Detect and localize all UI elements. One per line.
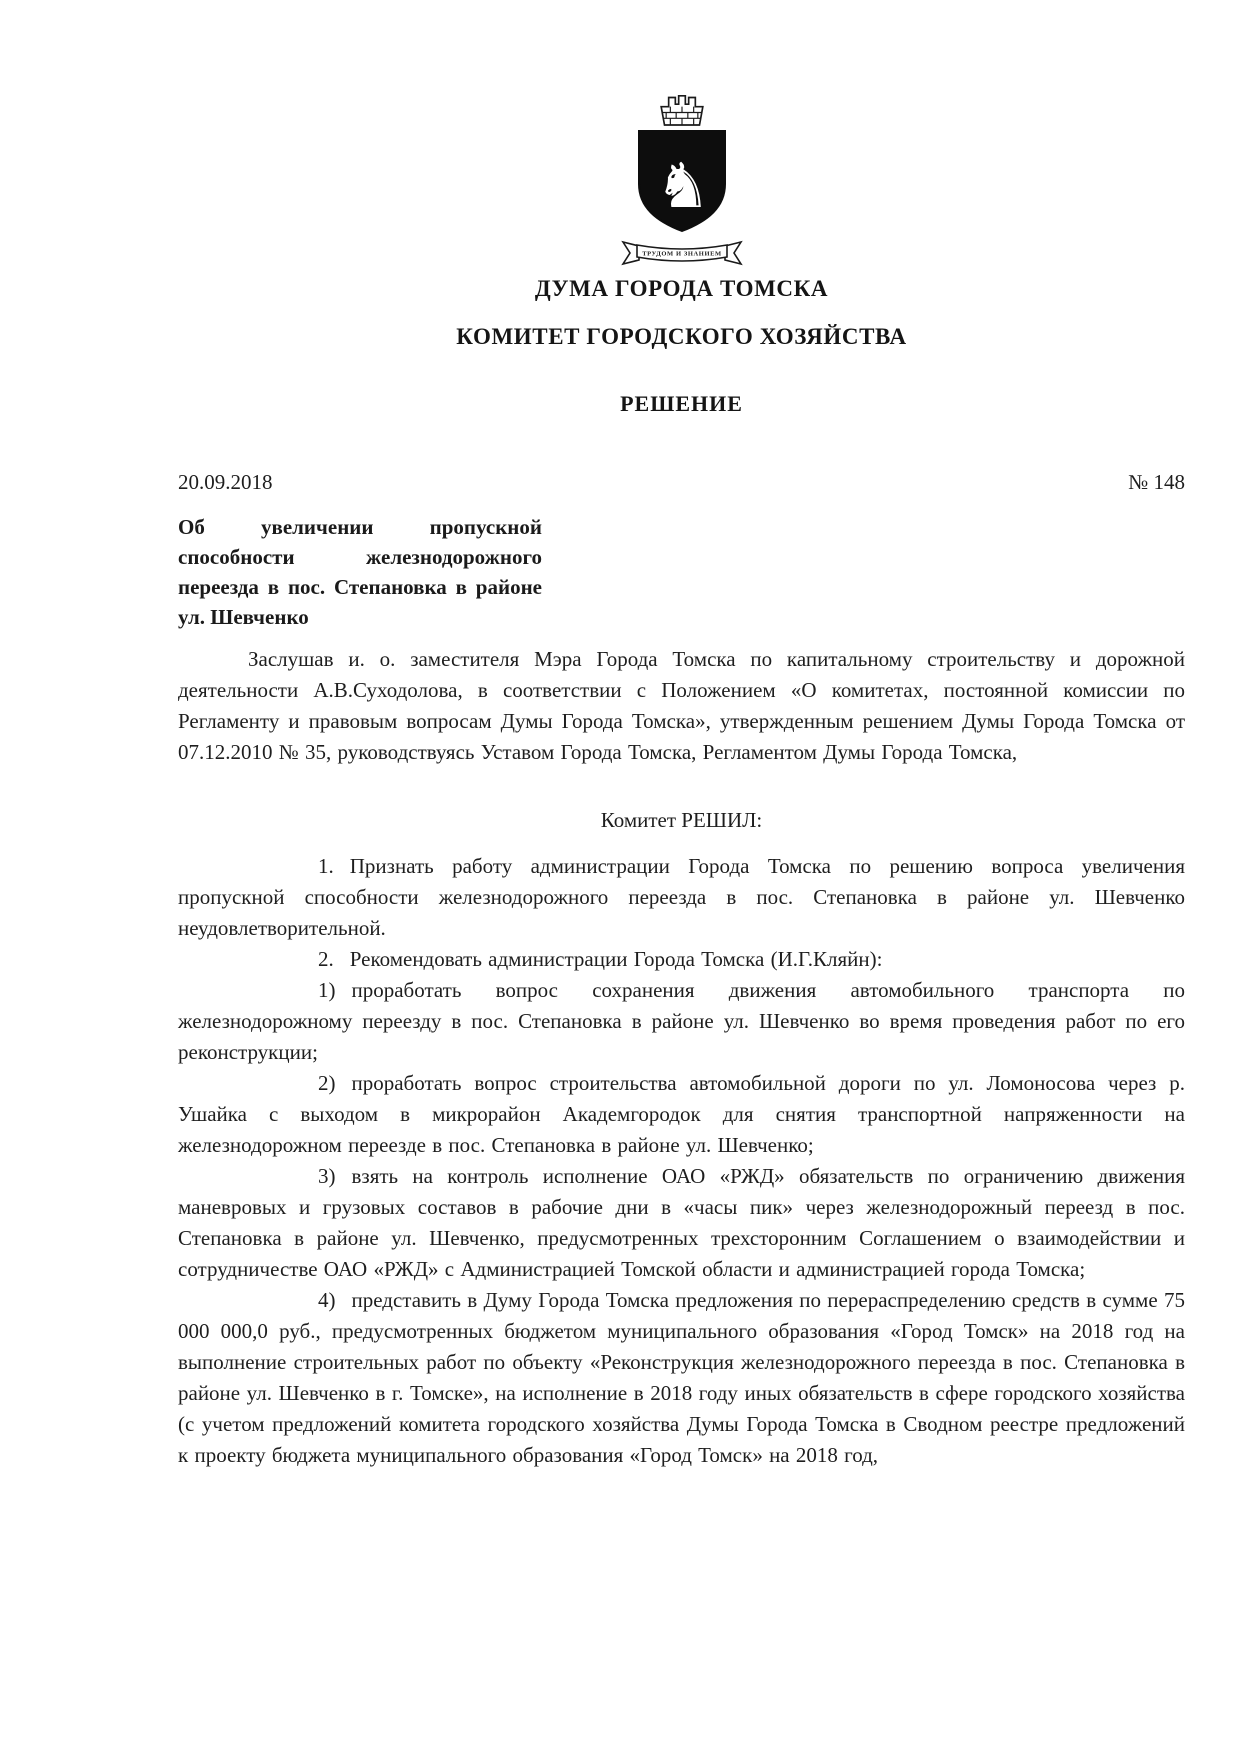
horse-icon: ♞: [654, 153, 711, 221]
tomsk-coat-of-arms: [178, 0, 1185, 270]
item-2: [178, 944, 1185, 975]
motto-ribbon: [619, 238, 745, 270]
motto-text: ТРУДОМ И ЗНАНИЕМ: [641, 250, 722, 258]
org-name: ДУМА ГОРОДА ТОМСКА: [534, 276, 829, 301]
subitem-1-number: 1): [318, 978, 336, 1002]
shield-icon: [636, 128, 728, 234]
subitem-3-text: взять на контроль исполнение ОАО «РЖД» обязательств по ограничению движения маневровых и грузовых составов в рабочие дни в «часы пик» через железнодорожный переезд в пос. Степановка в районе ул. Шевченко, предусмотренных трехсторонним Соглашением о взаимодействии и сотрудничестве ОАО «РЖД» с Администрацией Томской области и администрацией города Томска;: [178, 1164, 1185, 1281]
subitem-1-text: проработать вопрос сохранения движения автомобильного транспорта по железнодорожному переезду в пос. Степановка в районе ул. Шевченко во время проведения работ по его реконструкции;: [178, 978, 1185, 1064]
subitem-2: [178, 1068, 1185, 1161]
item-1: [178, 851, 1185, 944]
document-number: № 148: [1128, 470, 1185, 494]
document-content: [178, 0, 1185, 1471]
item-2-number: 2.: [318, 947, 334, 971]
item-2-text: Рекомендовать администрации Города Томска (И.Г.Кляйн):: [349, 947, 883, 971]
document-type: РЕШЕНИЕ: [620, 391, 743, 416]
item-1-text: Признать работу администрации Города Томска по решению вопроса увеличения пропускной способности железнодорожного переезда в пос. Степановка в районе ул. Шевченко неудовлетворительной.: [178, 854, 1185, 940]
meta-row: [178, 470, 1185, 494]
document-date: 20.09.2018: [178, 470, 273, 494]
document-subject: Об увеличении пропускной способности железнодорожного переезда в пос. Степановка в районе ул. Шевченко: [178, 515, 542, 629]
subitem-4-text: представить в Думу Города Томска предложения по перераспределению средств в сумме 75 000 000,0 руб., предусмотренных бюджетом муниципального образования «Город Томск» на 2018 год на выполнение строительных работ по объекту «Реконструкция железнодорожного переезда в пос. Степановка в районе ул. Шевченко в г. Томске», на исполнение в 2018 году иных обязательств в сфере городского хозяйства (с учетом предложений комитета городского хозяйства Думы Города Томска в Сводном реестре предложений к проекту бюджета муниципального образования «Город Томск» на 2018 год,: [178, 1288, 1185, 1467]
subitem-2-text: проработать вопрос строительства автомобильной дороги по ул. Ломоносова через р. Ушайка с выходом в микрорайон Академгородок для снятия транспортной напряженности на железнодорожном переезде в пос. Степановка в районе ул. Шевченко;: [178, 1071, 1185, 1157]
subitem-2-number: 2): [318, 1071, 336, 1095]
subitem-4: [178, 1285, 1185, 1471]
subitem-1: [178, 975, 1185, 1068]
resolved-heading: Комитет РЕШИЛ:: [600, 808, 763, 832]
masonry-crown-icon: [657, 88, 707, 127]
subitem-4-number: 4): [318, 1288, 336, 1312]
item-1-number: 1.: [318, 854, 334, 878]
subitem-3: [178, 1161, 1185, 1285]
committee-name: КОМИТЕТ ГОРОДСКОГО ХОЗЯЙСТВА: [456, 324, 907, 349]
subitem-3-number: 3): [318, 1164, 336, 1188]
preamble-paragraph: Заслушав и. о. заместителя Мэра Города Томска по капитальному строительству и дорожной деятельности А.В.Суходолова, в соответствии с Положением «О комитетах, постоянной комиссии по Регламенту и правовым вопросам Думы Города Томска», утвержденным решением Думы Города Томска от 07.12.2010 № 35, руководствуясь Уставом Города Томска, Регламентом Думы Города Томска,: [178, 647, 1185, 764]
